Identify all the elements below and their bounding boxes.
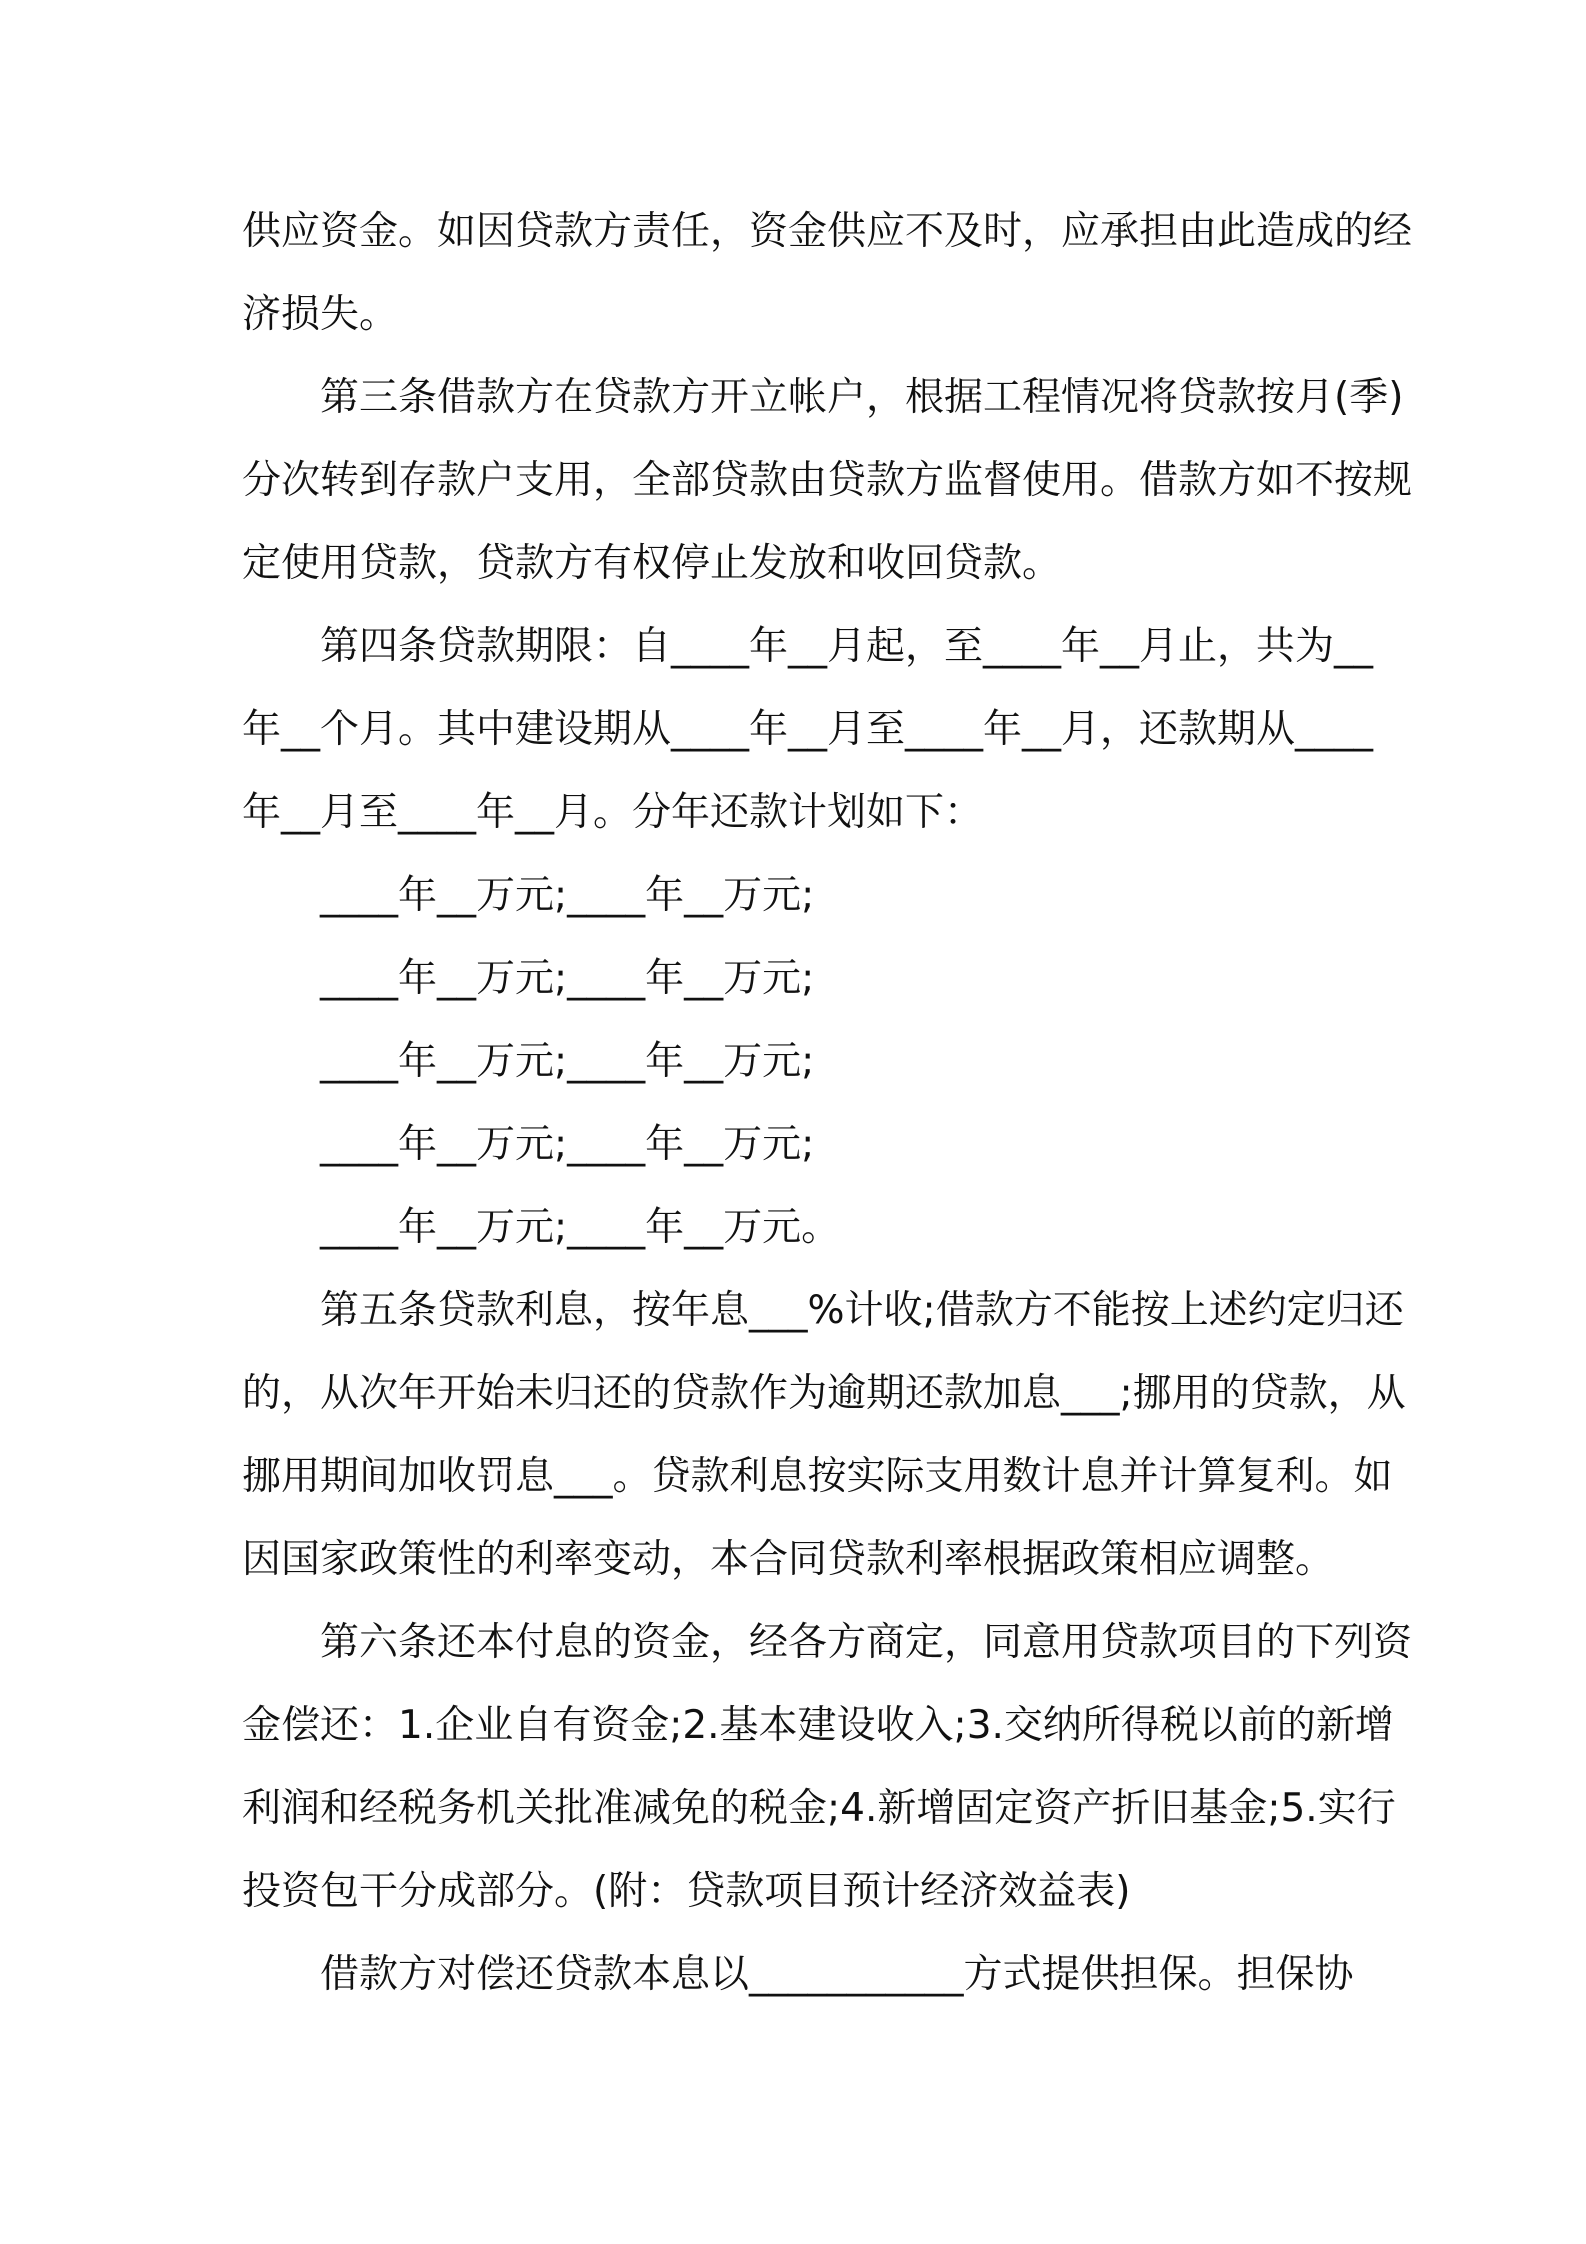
text-line: 第四条贷款期限：自____年__月起，至____年__月止，共为__ (320, 624, 1374, 669)
text-line: 投资包干分成部分。(附：贷款项目预计经济效益表) (242, 1869, 1131, 1914)
text-line: 第六条还本付息的资金，经各方商定，同意用贷款项目的下列资 (320, 1620, 1413, 1665)
text-line: 因国家政策性的利率变动，本合同贷款利率根据政策相应调整。 (242, 1537, 1335, 1582)
repayment-plan-line: ____年__万元;____年__万元。 (320, 1205, 841, 1250)
text-line: 定使用贷款，贷款方有权停止发放和收回贷款。 (242, 541, 1062, 586)
article-3-paragraph (242, 356, 1413, 605)
repayment-plan (242, 854, 1360, 1269)
text-line: 第五条贷款利息，按年息___%计收;借款方不能按上述约定归还 (320, 1288, 1404, 1333)
text-line: 的，从次年开始未归还的贷款作为逾期还款加息___;挪用的贷款，从 (242, 1371, 1406, 1416)
article-5-paragraph (242, 1269, 1406, 1601)
text-line: 利润和经税务机关批准减免的税金;4.新增固定资产折旧基金;5.实行 (242, 1786, 1396, 1831)
text-line: 年__个月。其中建设期从____年__月至____年__月，还款期从____ (242, 707, 1374, 752)
text-line: 金偿还：1.企业自有资金;2.基本建设收入;3.交纳所得税以前的新增 (242, 1703, 1394, 1748)
text-line: 借款方对偿还贷款本息以___________方式提供担保。担保协 (320, 1952, 1354, 1997)
paragraph-continuation (242, 190, 1413, 356)
repayment-plan-line: ____年__万元;____年__万元; (320, 1039, 815, 1084)
text-line: 第三条借款方在贷款方开立帐户，根据工程情况将贷款按月(季) (320, 375, 1404, 420)
text-line: 年__月至____年__月。分年还款计划如下： (242, 790, 984, 835)
repayment-plan-line: ____年__万元;____年__万元; (320, 956, 815, 1001)
article-4-paragraph (242, 605, 1374, 854)
text-line: 挪用期间加收罚息___。贷款利息按实际支用数计息并计算复利。如 (242, 1454, 1393, 1499)
text-line: 分次转到存款户支用，全部贷款由贷款方监督使用。借款方如不按规 (242, 458, 1413, 503)
document-body (242, 190, 1413, 2016)
text-line: 济损失。 (242, 292, 399, 337)
article-6-paragraph (242, 1601, 1413, 1933)
guarantee-paragraph (242, 1933, 1360, 2016)
repayment-plan-line: ____年__万元;____年__万元; (320, 1122, 815, 1167)
repayment-plan-line: ____年__万元;____年__万元; (320, 873, 815, 918)
text-line: 供应资金。如因贷款方责任，资金供应不及时，应承担由此造成的经 (242, 209, 1413, 254)
